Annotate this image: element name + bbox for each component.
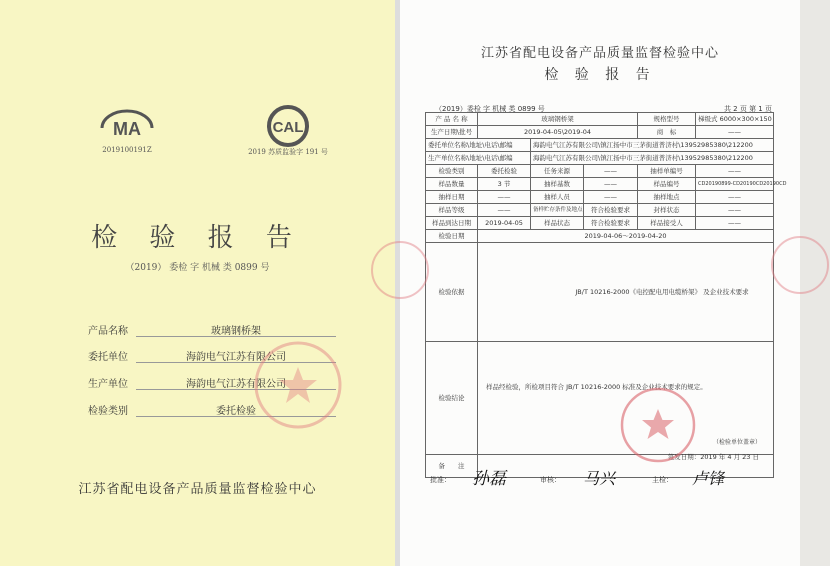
- cell-value: ——: [696, 217, 774, 230]
- table-row: [426, 204, 774, 217]
- cal-code: 2019 苏质监验字 191 号: [248, 148, 328, 156]
- cell-label: 封样状态: [638, 204, 696, 217]
- audit-label: 审核：: [540, 476, 561, 484]
- table-row: [426, 243, 774, 342]
- table-row: [426, 113, 774, 126]
- cma-logo-icon: [96, 108, 158, 146]
- cell-label: 样品数量: [426, 178, 478, 191]
- cell-value: 委托检验: [478, 165, 531, 178]
- cell-label: 样品接受人: [638, 217, 696, 230]
- approve-signature: 孙磊: [472, 469, 506, 489]
- cma-code: 2019100191Z: [102, 146, 152, 154]
- cell-label: 抽样基数: [531, 178, 584, 191]
- seam-seal-right: [770, 230, 830, 300]
- cell-value: ——: [584, 191, 638, 204]
- cell-label: 检验依据: [426, 243, 478, 342]
- table-row: [426, 217, 774, 230]
- field-value: 海韵电气江苏有限公司: [136, 348, 336, 363]
- cell-label: 备样贮存条件及地点: [531, 204, 584, 217]
- table-row: [426, 230, 774, 243]
- cell-label: 抽样单编号: [638, 165, 696, 178]
- approve-label: 批准：: [430, 476, 451, 484]
- cell-label: 样品等级: [426, 204, 478, 217]
- cell-label: 生产单位名称\地址\电话\邮编: [426, 152, 531, 165]
- field-value: 委托检验: [136, 402, 336, 417]
- report-cover: [0, 0, 395, 566]
- cell-label: 规格型号: [638, 113, 696, 126]
- cal-logo-icon: [266, 105, 310, 147]
- table-row: [426, 342, 774, 455]
- cell-label: 委托单位名称\地址\电话\邮编: [426, 139, 531, 152]
- conclusion-date: 签发日期：2019 年 4 月 23 日: [667, 453, 759, 461]
- cover-title: 检 验 报 告: [91, 223, 304, 253]
- cell-value: CD20190899-CD20190CD20190CD: [696, 178, 774, 191]
- cell-value: 2019-04-05\2019-04: [478, 126, 638, 139]
- table-row: [426, 126, 774, 139]
- report-title: 检 验 报 告: [544, 67, 656, 83]
- cell-value: JB/T 10216-2000《电控配电用电缆桥架》 及企业技术要求: [478, 243, 774, 342]
- field-label: 检验类别: [88, 406, 128, 417]
- report-number: （2019）委检 字 机械 类 0899 号: [435, 105, 545, 113]
- cell-value: ——: [696, 126, 774, 139]
- table-row: [426, 165, 774, 178]
- cell-value: 2019-04-06～2019-04-20: [478, 230, 774, 243]
- seam-seal-left: [370, 235, 430, 305]
- table-row: [426, 191, 774, 204]
- conclusion-seal-note: （检验单位盖章）: [712, 439, 761, 446]
- cell-value: 海韵电气江苏有限公司\镇江扬中市三茅街道普济村\13952985380\212200: [531, 152, 774, 165]
- cell-value: 2019-04-05: [478, 217, 531, 230]
- table-row: [426, 139, 774, 152]
- cell-value: ——: [584, 178, 638, 191]
- svg-text:CAL: CAL: [272, 119, 304, 136]
- cma-logo: [82, 108, 172, 154]
- cell-value: 3 节: [478, 178, 531, 191]
- cell-label: 检验类别: [426, 165, 478, 178]
- report-org: 江苏省配电设备产品质量监督检验中心: [480, 46, 719, 61]
- cell-label: 任务来源: [531, 165, 584, 178]
- main-inspector-label: 主检：: [652, 476, 673, 484]
- cell-label: 检验结论: [426, 342, 478, 455]
- cell-label: 商 标: [638, 126, 696, 139]
- cell-value: ——: [696, 191, 774, 204]
- field-label: 生产单位: [88, 379, 128, 390]
- cell-label: 样品状态: [531, 217, 584, 230]
- cell-value: 梯级式 6000×300×150: [696, 113, 774, 126]
- cover-report-number: （2019） 委检 字 机械 类 0899 号: [125, 263, 270, 273]
- conclusion-text: 样品经检验，所检项目符合 JB/T 10216-2000 标准及企业技术要求的规定。: [486, 383, 707, 391]
- field-label: 产品名称: [88, 326, 128, 337]
- cell-value: 符合检验要求: [584, 204, 638, 217]
- cell-label: 产 品 名 称: [426, 113, 478, 126]
- report-red-seal: [618, 385, 698, 465]
- field-value: 海韵电气江苏有限公司: [136, 375, 336, 390]
- cell-value: 玻璃钢桥架: [478, 113, 638, 126]
- cell-value: ——: [478, 191, 531, 204]
- cell-label: 生产日期\批号: [426, 126, 478, 139]
- cell-label: 备 注: [426, 455, 478, 478]
- field-label: 委托单位: [88, 352, 128, 363]
- cell-label: 样品到达日期: [426, 217, 478, 230]
- cell-label: 抽样地点: [638, 191, 696, 204]
- audit-signature: 马兴: [583, 469, 616, 488]
- cell-value: ——: [584, 165, 638, 178]
- main-inspector-signature: 卢锋: [692, 469, 725, 488]
- cell-value: ——: [696, 165, 774, 178]
- cell-value: 符合检验要求: [584, 217, 638, 230]
- cell-value: ——: [696, 204, 774, 217]
- cell-label: 检验日期: [426, 230, 478, 243]
- svg-text:MA: MA: [113, 119, 141, 139]
- table-row: [426, 152, 774, 165]
- cell-label: 抽样人员: [531, 191, 584, 204]
- report-page: [400, 0, 800, 566]
- cover-red-seal: [248, 335, 348, 435]
- cell-label: 抽样日期: [426, 191, 478, 204]
- report-table: [425, 112, 787, 478]
- table-row: [426, 178, 774, 191]
- cell-value: 海韵电气江苏有限公司\镇江扬中市三茅街道普济村\13952985380\212200: [531, 139, 774, 152]
- cell-label: 样品编号: [638, 178, 696, 191]
- cell-value: ——: [478, 204, 531, 217]
- cal-logo: [243, 105, 333, 157]
- field-value: 玻璃钢桥架: [136, 322, 336, 337]
- cover-footer-org: 江苏省配电设备产品质量监督检验中心: [78, 482, 317, 497]
- page-count: 共 2 页 第 1 页: [723, 105, 772, 113]
